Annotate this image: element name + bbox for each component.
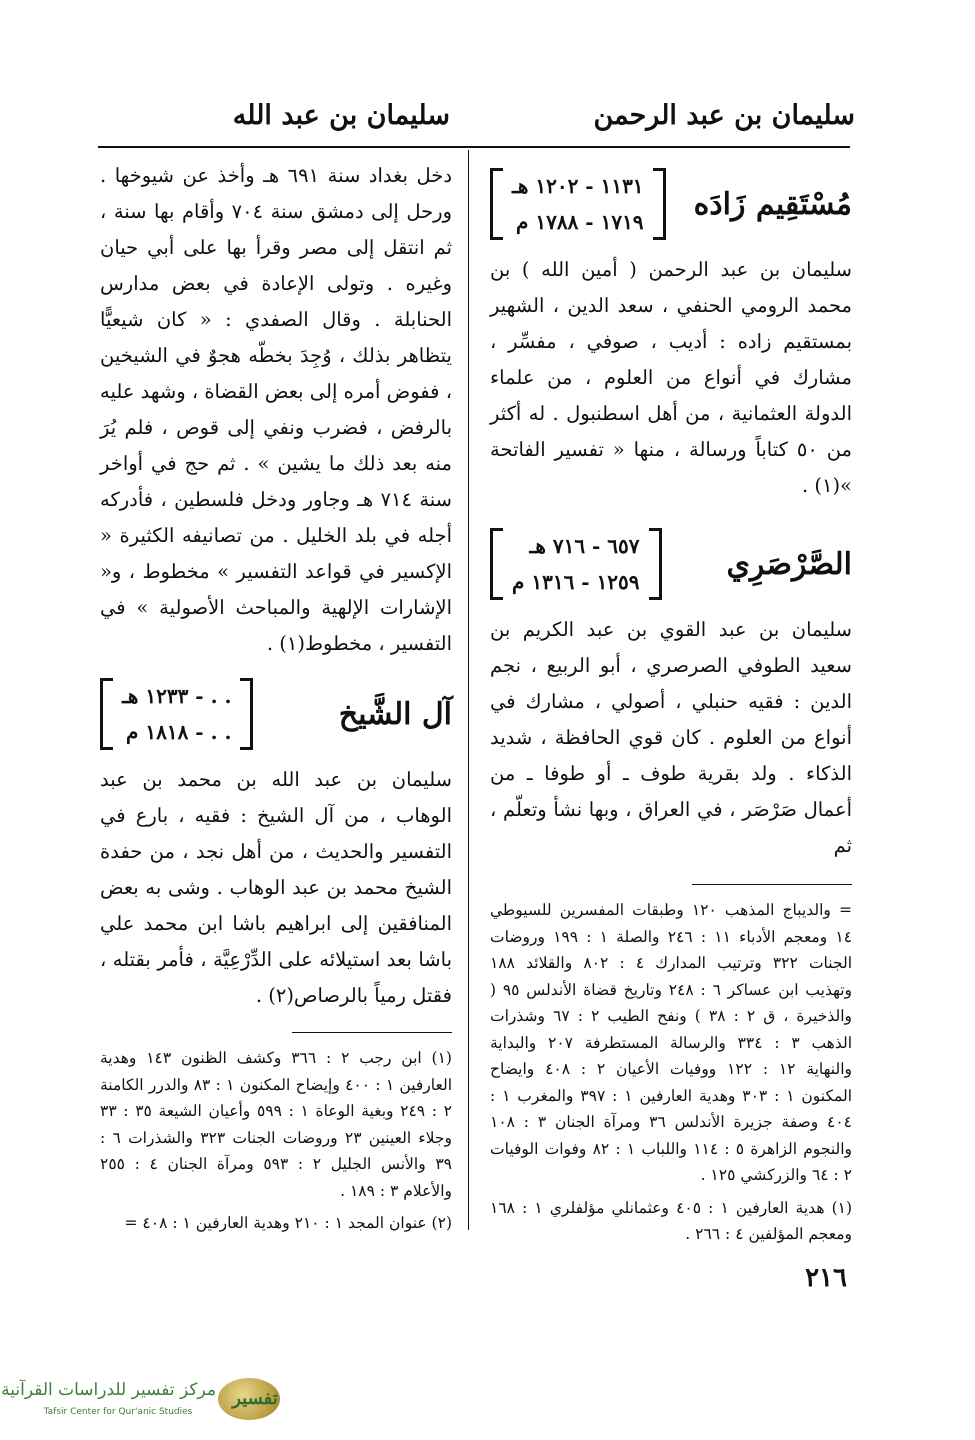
logo-english-text: Tafsir Center for Qur'anic Studies [43,1407,193,1417]
dates-hijri: . . - ١٢٣٣ هـ [122,684,232,708]
logo-arabic-text: مركز تفسير للدراسات القرآنية [1,1380,216,1400]
publisher-logo [1,1378,295,1426]
dates-hijri: ١١٣١ - ١٢٠٢ هـ [512,174,644,198]
column-divider [468,150,469,1230]
footnote-continuation: = والديباج المذهب ١٢٠ وطبقات المفسرين للسيوطي ١٤ ومعجم الأدباء ١١ : ٢٤٦ والصلة ١ : ١٩٩ وروضات الجنات ٣٢٢ وترتيب المدارك ٤ : ٨٠٢ والقلائد ١٨٨ وتهذيب ابن عساكر ٦ : ٢٤٨ وتاريخ قضاة الأندلس ٩٥ ( والذخيرة ، ق ٢ : ٣٨ ) ونفح الطيب ٢ : ٦٧ وشذرات الذهب ٣ : ٣٣٤ والرسالة المستطرفة ٢٠٧ والبداية والنهاية ١٢ : ١٢٢ ووفيات الأعيان ٢ : ٤٠٨ وايضاح المكنون ١ : ٣٠٣ وهدية العارفين ١ : ٣٩٧ والمغرب ١ : ٤٠٤ وصفة جزيرة الأندلس ٣٦ ومرآة الجنان ٣ : ١٠٨ والنجوم الزاهرة ٥ : ١١٤ واللباب ١ : ٨٢ وفوات الوفيات ٢ : ٦٤ والزركشي ١٢٥ . [490,901,853,1184]
entry-name: آل الشَّيخ [338,696,452,732]
entry-header-al-shaykh [100,676,452,752]
continuation-text: دخل بغداد سنة ٦٩١ هـ وأخذ عن شيوخها . ورحل إلى دمشق سنة ٧٠٤ وأقام بها سنة ، ثم انتقل إلى مصر وقرأ بها على أبي حيان وغيره . وتولى الإعادة في بعض مدارس الحنابلة . وقال الصفدي : « كان شيعيًّا يتظاهر بذلك ، وُجِدَ بخطّه هجوٌ في الشيخين ، ففوض أمره إلى بعض القضاة ، وشهد عليه بالرفض ، فضرب ونفي إلى قوص ، فلم يُرَ منه بعد ذلك ما يشين » . ثم حج في أواخر سنة ٧١٤ هـ وجاور ودخل فلسطين ، فأدركه أجله في بلد الخليل . من تصانيفه الكثيرة « الإكسير في قواعد التفسير » مخطوط ، و« الإشارات الإلهية والمباحث الأصولية » في التفسير ، مخطوط(١) . [100,164,452,655]
logo-mark-text: تفسير [232,1388,278,1409]
dates-bracket [490,526,662,602]
entry-body: سليمان بن عبد القوي بن عبد الكريم بن سعيد الطوفي الصرصري ، أبو الربيع ، نجم الدين : فقيه حنبلي ، أصولي ، مشارك في أنواع من العلوم . كان قوي الحافظة ، شديد الذكاء . ولد بقرية طوف ـ أو طوفا ـ من أعمال صَرْصَر ، في العراق ، وبها نشأ وتعلّم ، ثم [490,618,852,857]
dates-gregorian: ١٧١٩ - ١٧٨٨ م [516,210,644,234]
entry-header-mustaqim-zadeh [490,166,852,242]
footnote-rule [692,884,852,885]
dates-hijri: ٦٥٧ - ٧١٦ هـ [529,534,640,558]
dates-bracket [490,166,666,242]
footnote-rule [292,1032,452,1033]
running-head-left: سليمان بن عبد الله [232,100,450,131]
footnote-2: (٢) عنوان المجد ١ : ٢١٠ وهدية العارفين ١ : ٤٠٨ = [124,1214,452,1232]
entry-body: سليمان بن عبد الرحمن ( أمين الله ) بن محمد الرومي الحنفي ، سعد الدين ، الشهير بمستقيم زاده : أديب ، صوفي ، مفسِّر ، مشارك في أنواع من العلوم ، من علماء الدولة العثمانية ، من أهل اسطنبول . له أكثر من ٥٠ كتاباً ورسالة ، منها « تفسير الفاتحة »(١) . [490,258,852,497]
left-column [100,158,452,1237]
header-rule [98,146,850,148]
entry-body: سليمان بن عبد الله بن محمد بن عبد الوهاب ، من آل الشيخ : فقيه ، بارع في التفسير والحديث ، من أهل نجد ، من حفدة الشيخ محمد بن عبد الوهاب . وشى به بعض المنافقين إلى ابراهيم باشا ابن محمد علي باشا بعد استيلائه على الدِّرْعِيَّة ، فأمر بقتله ، فقتل رمياً بالرصاص(٢) . [100,768,452,1007]
entry-header-sarsari [490,526,852,602]
dates-gregorian: ١٢٥٩ - ١٣١٦ م [512,570,640,594]
entry-name: مُسْتَقِيم زَادَه [693,186,852,222]
footnote-1: (١) ابن رجب ٢ : ٣٦٦ وكشف الظنون ١٤٣ وهدية العارفين ١ : ٤٠٠ وإيضاح المكنون ١ : ٨٣ والدرر الكامنة ٢ : ٢٤٩ وبغية الوعاة ١ : ٥٩٩ وأعيان الشيعة ٣٥ : ٣٣ وجلاء العينين ٢٣ وروضات الجنات ٣٢٣ والشذرات ٦ : ٣٩ والأنس الجليل ٢ : ٥٩٣ ومرآة الجنان ٤ : ٢٥٥ والأعلام ٣ : ١٨٩ . [100,1049,453,1200]
page-number: ٢١٦ [805,1263,847,1293]
right-column [490,160,852,1248]
dates-gregorian: . . - ١٨١٨ م [126,720,232,744]
dates-bracket [100,676,253,752]
running-head-right: سليمان بن عبد الرحمن [593,100,855,131]
footnote-1: (١) هدية العارفين ١ : ٤٠٥ وعثمانلي مؤلفلري ١ : ١٦٨ ومعجم المؤلفين ٤ : ٢٦٦ . [490,1198,853,1243]
entry-name: الصَّرْصَرِي [726,546,852,582]
